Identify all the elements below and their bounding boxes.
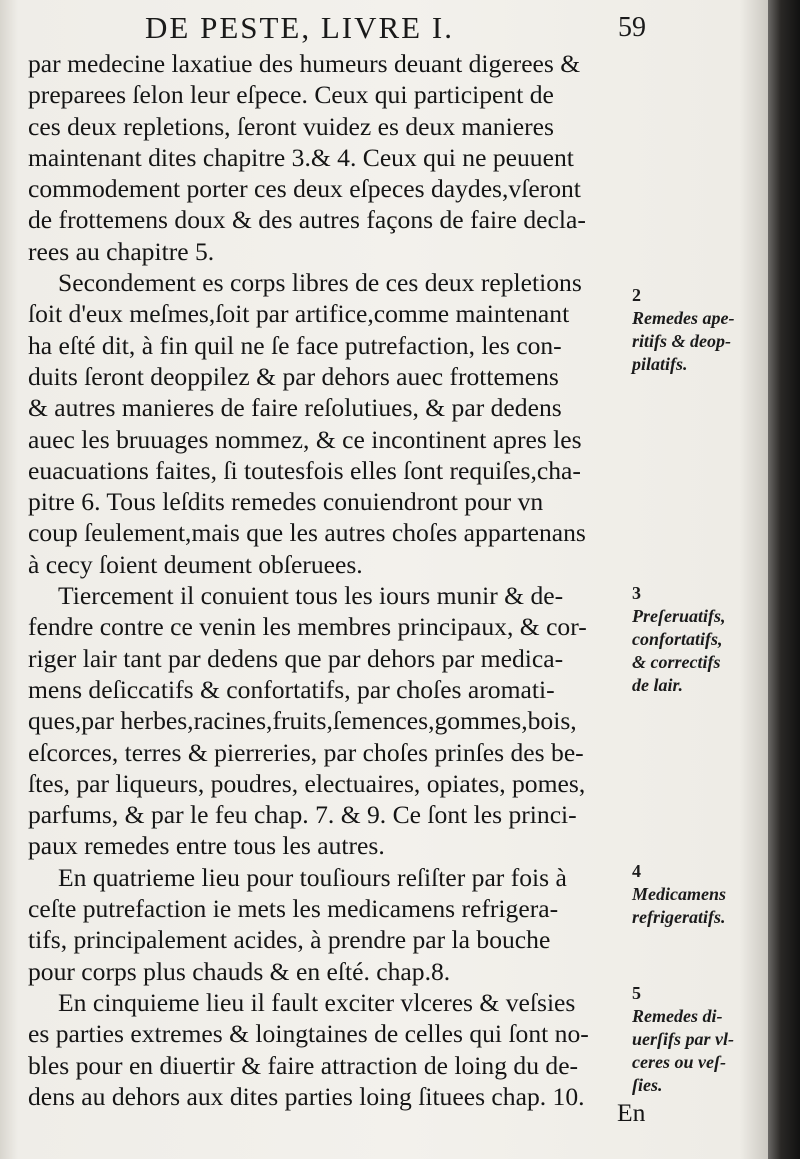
margin-note-number: 4 <box>632 861 641 881</box>
margin-notes <box>632 0 770 1159</box>
text-line: ques,par herbes,racines,fruits,ſemences,gommes,bois, <box>28 706 577 736</box>
margin-note <box>632 284 734 376</box>
margin-note <box>632 860 726 929</box>
text-line: riger lair tant par dedens que par dehors par medica- <box>28 643 564 673</box>
text-line: auec les bruuages nommez, & ce incontinent apres les <box>28 424 582 454</box>
margin-note-number: 2 <box>632 285 641 305</box>
text-line: dens au dehors aux dites parties loing ſituees chap. 10. <box>28 1081 585 1111</box>
margin-note-line: Medicamens <box>632 884 726 904</box>
text-line: de frottemens doux & des autres façons de faire decla- <box>28 205 586 235</box>
margin-note-number: 3 <box>632 583 641 603</box>
margin-note-line: ceres ou veſ- <box>632 1052 726 1072</box>
book-spine-shadow <box>768 0 800 1159</box>
margin-note-line: pilatifs. <box>632 354 688 374</box>
margin-note-line: ſies. <box>632 1075 663 1095</box>
text-line: es parties extremes & loingtaines de celles qui ſont no- <box>28 1019 589 1049</box>
text-line: preparees ſelon leur eſpece. Ceux qui participent de <box>28 80 554 110</box>
text-line: maintenant dites chapitre 3.& 4. Ceux qui ne peuuent <box>28 142 574 172</box>
margin-note-line: refrigeratifs. <box>632 907 726 927</box>
margin-note <box>632 982 734 1097</box>
margin-note-line: & correctifs <box>632 652 721 672</box>
text-line: ſoit d'eux meſmes,ſoit par artifice,comme maintenant <box>28 299 570 329</box>
margin-note-number: 5 <box>632 983 641 1003</box>
text-line: ceſte putrefaction ie mets les medicamens refrigera- <box>28 894 559 924</box>
text-line: duits ſeront deoppilez & par dehors auec frottemens <box>28 361 559 391</box>
paragraph-start-line: En cinquieme lieu il fault exciter vlceres & veſsies <box>58 987 576 1017</box>
margin-note-line: de lair. <box>632 675 684 695</box>
text-line: parfums, & par le feu chap. 7. & 9. Ce ſont les princi- <box>28 800 577 830</box>
text-line: paux remedes entre tous les autres. <box>28 831 385 861</box>
text-line: pour corps plus chauds & en eſté. chap.8. <box>28 956 451 986</box>
text-line: par medecine laxatiue des humeurs deuant digerees & <box>28 49 581 78</box>
text-line: fendre contre ce venin les membres principaux, & cor- <box>28 612 587 642</box>
margin-note-line: Preſeruatifs, <box>632 606 726 626</box>
paragraph-start-line: En quatrieme lieu pour touſiours reſiſter par fois à <box>58 862 567 892</box>
text-line: tifs, principalement acides, à prendre par la bouche <box>28 925 551 955</box>
text-line: pitre 6. Tous leſdits remedes conuiendront pour vn <box>28 487 544 517</box>
margin-note-line: uerſifs par vl- <box>632 1029 734 1049</box>
margin-note-line: Remedes di- <box>632 1006 723 1026</box>
body-text <box>28 48 638 1112</box>
text-line: mens deſiccatifs & confortatifs, par choſes aromati- <box>28 674 555 704</box>
paragraph-start-line: Tiercement il conuient tous les iours munir & de- <box>58 581 564 611</box>
paragraph-start-line: Secondement es corps libres de ces deux repletions <box>58 268 582 298</box>
margin-note-line: Remedes ape- <box>632 308 735 328</box>
text-line: ſtes, par liqueurs, poudres, electuaires, opiates, pomes, <box>28 768 586 798</box>
text-line: ha eſté dit, à fin quil ne ſe face putrefaction, les con- <box>28 330 562 360</box>
text-line: & autres manieres de faire reſolutiues, & par dedens <box>28 393 562 423</box>
text-line: bles pour en diuertir & faire attraction de loing du de- <box>28 1050 579 1080</box>
text-line: eſcorces, terres & pierreries, par choſes prinſes des be- <box>28 737 584 767</box>
page-number: 59 <box>618 12 646 43</box>
text-line: euacuations faites, ſi toutesfois elles ſont requiſes,cha- <box>28 455 581 485</box>
margin-note-line: confortatifs, <box>632 629 723 649</box>
text-line: coup ſeulement,mais que les autres choſes appartenans <box>28 518 586 548</box>
text-line: commodement porter ces deux eſpeces daydes,vſeront <box>28 174 581 204</box>
margin-note-line: ritifs & deop- <box>632 331 731 351</box>
text-line: rees au chapitre 5. <box>28 236 215 266</box>
margin-note <box>632 582 726 697</box>
running-head: DE PESTE, LIVRE I. <box>145 10 454 45</box>
text-line: ces deux repletions, ſeront vuidez es deux manieres <box>28 111 554 141</box>
catchword: En <box>617 1098 646 1127</box>
text-line: à cecy ſoient deument obſeruees. <box>28 549 363 579</box>
